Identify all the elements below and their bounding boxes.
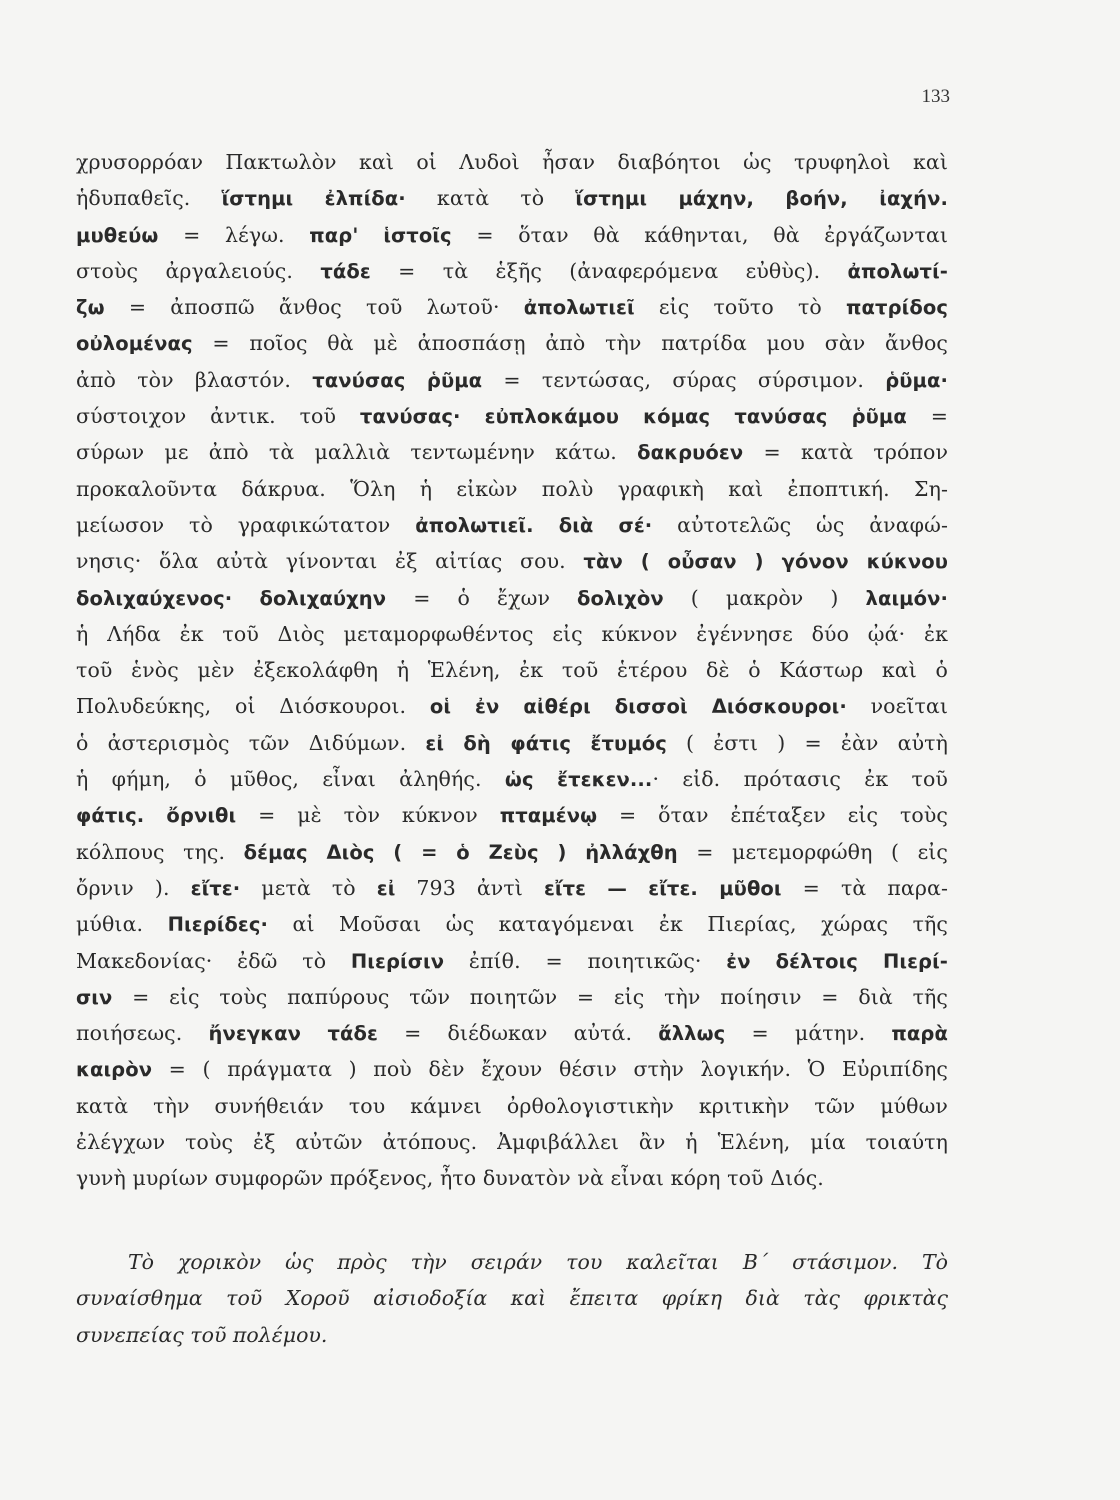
gloss-text: νησις· ὅλα αὐτὰ γίνονται ἐξ αἰτίας σου.: [76, 549, 584, 574]
gloss-text: Πολυδεύκης, οἱ Διόσκουροι.: [76, 694, 430, 719]
gloss-text: τοῦ ἑνὸς μὲν ἐξεκολάφθη ἡ Ἑλένη, ἐκ τοῦ ἑτέρου δὲ ὁ Κάστωρ καὶ ὁ: [76, 658, 948, 683]
gloss-text: ἡδυπαθεῖς.: [76, 186, 222, 211]
commentary-line: [76, 217, 948, 253]
lemma-term: ἵστημι μάχην, βοήν, ἰαχήν.: [575, 187, 948, 211]
commentary-line: [76, 289, 948, 325]
gloss-text: = εἰς τοὺς παπύρους τῶν ποιητῶν = εἰς τὴν ποίησιν = διὰ τῆς: [112, 984, 948, 1009]
lemma-term: εἴτε·: [190, 876, 241, 900]
gloss-text: μείωσον τὸ γραφικώτατον: [76, 512, 416, 537]
gloss-text: = ποῖος θὰ μὲ ἀποσπάσῃ ἀπὸ τὴν πατρίδα μου σὰν ἄνθος: [192, 331, 948, 356]
lemma-term: ἤνεγκαν τάδε: [208, 1022, 378, 1046]
lemma-term: μυθεύω: [76, 223, 159, 247]
commentary-line: [76, 144, 948, 180]
lemma-term: ῥῦμα·: [885, 368, 949, 392]
gloss-text: εἰς τοῦτο τὸ: [634, 295, 847, 320]
commentary-line: [76, 725, 948, 761]
commentary-line: [76, 325, 948, 361]
lemma-term: τὰν ( οὖσαν ) γόνον κύκνου: [583, 550, 948, 574]
commentary-line: [76, 1088, 948, 1124]
gloss-text: Μακεδονίας· ἐδῶ τὸ: [76, 948, 351, 973]
lemma-term: ζω: [76, 296, 105, 320]
commentary-line: [76, 1160, 948, 1196]
commentary-line: [76, 797, 948, 833]
gloss-text: προκαλοῦντα δάκρυα. Ὅλη ἡ εἰκὼν πολὺ γραφικὴ καὶ ἐποπτική. Ση-: [76, 476, 948, 501]
commentary-text: [76, 144, 948, 1197]
gloss-text: κατὰ τὸ: [405, 186, 576, 211]
lemma-term: τανύσας· εὐπλοκάμου κόμας τανύσας ῥῦμα: [359, 405, 907, 429]
commentary-line: [76, 616, 948, 652]
gloss-text: = ὁ ἔχων: [386, 585, 578, 610]
gloss-text: ( μακρὸν ): [663, 585, 866, 610]
gloss-text: = λέγω.: [158, 222, 310, 247]
commentary-line: [76, 253, 948, 289]
gloss-text: = μετεμορφώθη ( εἰς: [677, 839, 949, 864]
commentary-line: [76, 870, 948, 906]
gloss-text: ἡ Λήδα ἐκ τοῦ Διὸς μεταμορφωθέντος εἰς κύκνον ἐγέννησε δύο ᾠά· ἐκ: [76, 621, 948, 646]
lemma-term: τανύσας ῥῦμα: [312, 368, 483, 392]
lemma-term: εἰ: [376, 876, 396, 900]
gloss-text: κόλπους της.: [76, 839, 244, 864]
commentary-line: [76, 434, 948, 470]
lemma-term: ὡς ἔτεκεν...: [504, 768, 653, 792]
lemma-term: δολιχαύχενος· δολιχαύχην: [76, 586, 387, 610]
lemma-term: σιν: [76, 985, 113, 1009]
lemma-term: ἄλλως: [658, 1022, 726, 1046]
gloss-text: στοὺς ἀργαλειούς.: [76, 258, 321, 283]
gloss-text: = τεντώσας, σύρας σύρσιμον.: [482, 367, 886, 392]
gloss-text: κατὰ τὴν συνήθειάν του κάμνει ὀρθολογιστικὴν κριτικὴν τῶν μύθων: [76, 1093, 948, 1118]
gloss-text: =: [906, 404, 948, 429]
lemma-term: πταμένῳ: [499, 804, 598, 828]
commentary-line: [76, 979, 948, 1015]
commentary-line: [76, 543, 948, 579]
commentary-line: [76, 471, 948, 507]
gloss-text: = ( πράγματα ) ποὺ δὲν ἔχουν θέσιν στὴν λογικήν. Ὁ Εὐριπίδης: [152, 1057, 948, 1082]
gloss-text: ὄρνιν ).: [76, 875, 191, 900]
page-number: 133: [921, 86, 950, 107]
lemma-term: ἐν δέλτοις Πιερί-: [726, 949, 948, 973]
lemma-term: εἴτε — εἴτε. μῦθοι: [543, 876, 782, 900]
gloss-text: 793 ἀντὶ: [395, 875, 544, 900]
lemma-term: ἀπολωτιεῖ. διὰ σέ·: [415, 513, 653, 537]
gloss-text: ( ἐστι ) = ἐὰν αὐτὴ: [666, 730, 948, 755]
gloss-text: χρυσορρόαν Πακτωλὸν καὶ οἱ Λυδοὶ ἦσαν διαβόητοι ὡς τρυφηλοὶ καὶ: [76, 150, 948, 174]
lemma-term: δολιχὸν: [577, 586, 664, 610]
stasimon-paragraph: [76, 1244, 948, 1353]
commentary-line: [76, 652, 948, 688]
commentary-line: [76, 943, 948, 979]
gloss-text: αἱ Μοῦσαι ὡς καταγόμεναι ἐκ Πιερίας, χώρας τῆς: [268, 912, 948, 937]
gloss-text: μετὰ τὸ: [240, 875, 377, 900]
commentary-line: [76, 688, 948, 724]
commentary-line: [76, 580, 948, 616]
gloss-text: = τὰ ἑξῆς (ἀναφερόμενα εὐθὺς).: [370, 258, 848, 283]
gloss-text: = ἀποσπῶ ἄνθος τοῦ λωτοῦ·: [104, 295, 524, 320]
stasimon-line: συναίσθημα τοῦ Χοροῦ αἰσιοδοξία καὶ ἔπειτα φρίκη διὰ τὰς φρικτὰς: [76, 1286, 948, 1311]
commentary-line: [76, 834, 948, 870]
gloss-text: ποιήσεως.: [76, 1021, 209, 1046]
lemma-term: δέμας Διὸς ( = ὁ Ζεὺς ) ἠλλάχθη: [243, 840, 678, 864]
lemma-term: πατρίδος: [846, 296, 948, 320]
lemma-term: Πιερίσιν: [350, 949, 445, 973]
lemma-term: οὐλομένας: [76, 332, 193, 356]
lemma-term: λαιμόν·: [865, 586, 948, 610]
commentary-line: [76, 180, 948, 216]
commentary-line: [76, 398, 948, 434]
gloss-text: ἀπὸ τὸν βλαστόν.: [76, 367, 313, 392]
lemma-term: φάτις. ὄρνιθι: [76, 804, 237, 828]
lemma-term: ἀπολωτιεῖ: [523, 296, 635, 320]
commentary-line: [76, 362, 948, 398]
gloss-text: = μὲ τὸν κύκνον: [236, 803, 500, 828]
commentary-line: [76, 1015, 948, 1051]
gloss-text: ὁ ἀστερισμὸς τῶν Διδύμων.: [76, 730, 426, 755]
gloss-text: μύθια.: [76, 912, 168, 937]
gloss-text: ἐπίθ. = ποιητικῶς·: [444, 948, 727, 973]
gloss-text: σύρων με ἀπὸ τὰ μαλλιὰ τεντωμένην κάτω.: [76, 440, 638, 465]
gloss-text: = κατὰ τρόπον: [743, 440, 949, 465]
gloss-text: · εἰδ. πρότασις ἐκ τοῦ: [652, 767, 948, 792]
gloss-text: = μάτην.: [725, 1021, 892, 1046]
gloss-text: αὐτοτελῶς ὡς ἀναφώ-: [652, 512, 948, 537]
lemma-term: καιρὸν: [76, 1058, 153, 1082]
gloss-text: ἡ φήμη, ὁ μῦθος, εἶναι ἀληθής.: [76, 767, 505, 792]
gloss-text: = ὅταν ἐπέταξεν εἰς τοὺς: [597, 803, 949, 828]
lemma-term: παρ' ἱστοῖς: [309, 223, 452, 247]
lemma-term: Πιερίδες·: [167, 913, 269, 937]
commentary-line: [76, 761, 948, 797]
lemma-term: τάδε: [320, 259, 371, 283]
gloss-text: = ὅταν θὰ κάθηνται, θὰ ἐργάζωνται: [451, 222, 948, 247]
gloss-text: = τὰ παρα-: [781, 875, 948, 900]
gloss-text: νοεῖται: [846, 694, 948, 719]
lemma-term: ἵστημι ἐλπίδα·: [221, 187, 406, 211]
gloss-text: ἐλέγχων τοὺς ἐξ αὐτῶν ἀτόπους. Ἀμφιβάλλει ἂν ἡ Ἑλένη, μία τοιαύτη: [76, 1130, 948, 1155]
commentary-line: [76, 906, 948, 942]
lemma-term: εἰ δὴ φάτις ἔτυμός: [425, 731, 667, 755]
gloss-text: γυνὴ μυρίων συμφορῶν πρόξενος, ἦτο δυνατὸν νὰ εἶναι κόρη τοῦ Διός.: [76, 1166, 824, 1191]
stasimon-line: συνεπείας τοῦ πολέμου.: [76, 1322, 328, 1347]
commentary-line: [76, 1051, 948, 1087]
commentary-line: [76, 507, 948, 543]
stasimon-line: Τὸ χορικὸν ὡς πρὸς τὴν σειράν του καλεῖται Β΄ στάσιμον. Τὸ: [128, 1250, 948, 1274]
lemma-term: οἱ ἐν αἰθέρι δισσοὶ Διόσκουροι·: [429, 695, 847, 719]
lemma-term: παρὰ: [891, 1022, 948, 1046]
gloss-text: = διέδωκαν αὐτά.: [377, 1021, 659, 1046]
lemma-term: ἀπολωτί-: [847, 259, 948, 283]
lemma-term: δακρυόεν: [637, 441, 744, 465]
gloss-text: σύστοιχον ἀντικ. τοῦ: [76, 404, 360, 429]
commentary-line: [76, 1124, 948, 1160]
